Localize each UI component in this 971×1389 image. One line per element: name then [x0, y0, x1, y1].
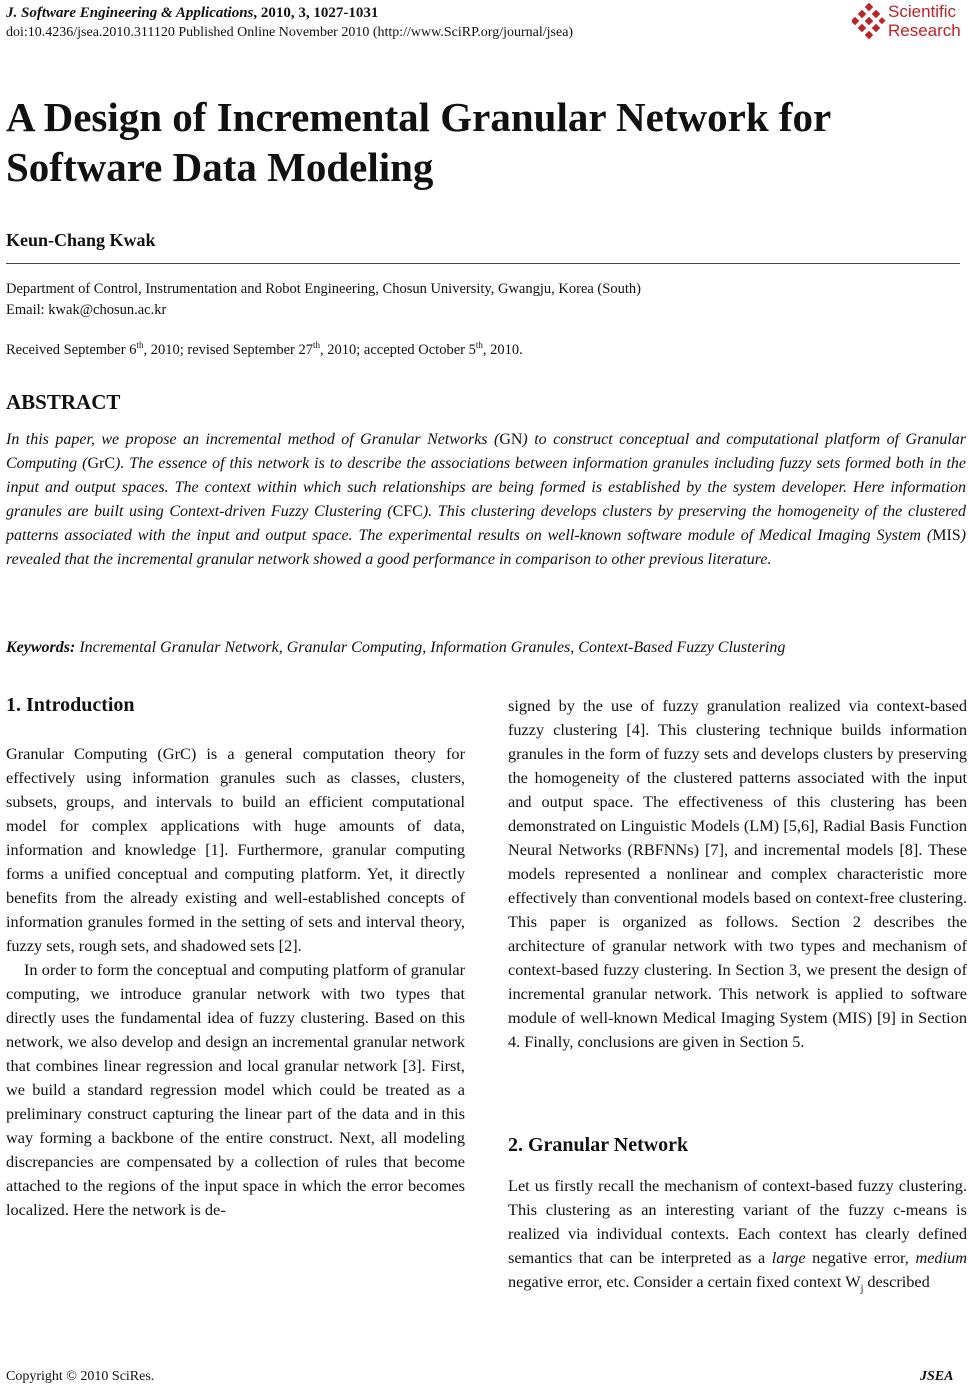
- article-title: A Design of Incremental Granular Network for Software Data Modeling: [6, 94, 831, 190]
- left-column: [6, 742, 465, 1222]
- affiliation-block: [6, 279, 641, 321]
- publisher-logo: [852, 2, 970, 44]
- journal-name: J. Software Engineering & Applications: [6, 5, 254, 21]
- journal-volume: , 2010, 3, 1027-1031: [253, 5, 379, 21]
- journal-header: [6, 3, 573, 43]
- abstract-heading: ABSTRACT: [6, 390, 121, 414]
- doi-line: doi:10.4236/jsea.2010.311120 Published Online November 2010 (http://www.SciRP.org/journal/jsea): [6, 25, 574, 40]
- keywords: Keywords: Incremental Granular Network, Granular Computing, Information Granules, Context-Based Fuzzy Clustering: [6, 639, 786, 656]
- publisher-logo-text: Scientific Research: [888, 2, 961, 40]
- author-name: Keun-Chang Kwak: [6, 230, 156, 250]
- abstract-text: In this paper, we propose an incremental method of Granular Networks (GN) to construct conceptual and computational platform of Granular Computing (GrC). The essence of this network is to describe the associations between information granules including fuzzy sets formed both in the input and output spaces. The context within which such relationships are being formed is established by the system developer. Here information granules are built using Context-driven Fuzzy Clustering (CFC). This clustering develops clusters by preserving the homogeneity of the clustered patterns associated with the input and output space. The experimental results on well-known software module of Medical Imaging System (MIS) revealed that the incremental granular network showed a good performance in comparison to other previous literature.: [6, 431, 967, 568]
- received-dates: Received September 6th, 2010; revised September 27th, 2010; accepted October 5th, 2010.: [6, 340, 523, 358]
- journal-abbreviation: JSEA: [920, 1369, 954, 1384]
- affiliation: Department of Control, Instrumentation and Robot Engineering, Chosun University, Gwangju, Korea (South): [6, 281, 641, 297]
- keywords-text: Incremental Granular Network, Granular Computing, Information Granules, Context-Based Fuzzy Clustering: [79, 639, 786, 656]
- granular-network-paragraph-1: Let us firstly recall the mechanism of context-based fuzzy clustering. This clustering as an interesting variant of the fuzzy c-means is realized via individual contexts. Each context has clearly defined semantics that can be interpreted as a large negative error, medium negative error, etc. Consider a certain fixed context $W_j$ described: [508, 1176, 967, 1295]
- intro-paragraph-1: Granular Computing (GrC) is a general computation theory for effectively using information granules such as classes, clusters, subsets, groups, and intervals to build an efficient computational model for complex applications with huge amounts of data, information and knowledge [1]. Furthermore, granular computing forms a unified conceptual and computing platform. Yet, it directly benefits from the already existing and well-established concepts of information granules formed in the setting of sets and interval theory, fuzzy sets, rough sets, and shadowed sets [2].: [6, 744, 465, 955]
- right-column: [508, 694, 967, 1054]
- copyright: Copyright © 2010 SciRes.: [6, 1369, 155, 1384]
- title-divider: [6, 263, 960, 264]
- intro-paragraph-2: In order to form the conceptual and computing platform of granular computing, we introduce granular network with two types that directly uses the fundamental idea of fuzzy clustering. Based on this network, we also develop and design an incremental granular network that combines linear regression and local granular network [3]. First, we build a standard regression model which could be treated as a preliminary construct capturing the linear part of the data and in this way forming a backbone of the entire construct. Next, all modeling discrepancies are compensated by a collection of rules that become attached to the regions of the input space in which the error becomes localized. Here the network is de-: [6, 960, 465, 1219]
- email: Email: kwak@chosun.ac.kr: [6, 302, 167, 318]
- granular-network-column: [508, 1174, 967, 1301]
- keywords-label: Keywords: [6, 639, 70, 656]
- publisher-logo-mark-icon: [852, 2, 886, 42]
- intro-paragraph-3: signed by the use of fuzzy granulation realized via context-based fuzzy clustering [4]. This clustering technique builds information granules in the form of fuzzy sets and develops clusters by preserving the homogeneity of the clustered patterns associated with the input and output space. The effectiveness of this clustering has been demonstrated on Linguistic Models (LM) [5,6], Radial Basis Function Neural Networks (RBFNNs) [7], and incremental models [8]. These models represented a nonlinear and complex characteristic more effectively than conventional models based on context-free clustering. This paper is organized as follows. Section 2 describes the architecture of granular network with two types and mechanism of context-based fuzzy clustering. In Section 3, we present the design of incremental granular network. This network is applied to software module of well-known Medical Imaging System (MIS) [9] in Section 4. Finally, conclusions are given in Section 5.: [508, 696, 967, 1051]
- section-heading-introduction: 1. Introduction: [6, 694, 135, 716]
- section-heading-granular-network: 2. Granular Network: [508, 1134, 689, 1156]
